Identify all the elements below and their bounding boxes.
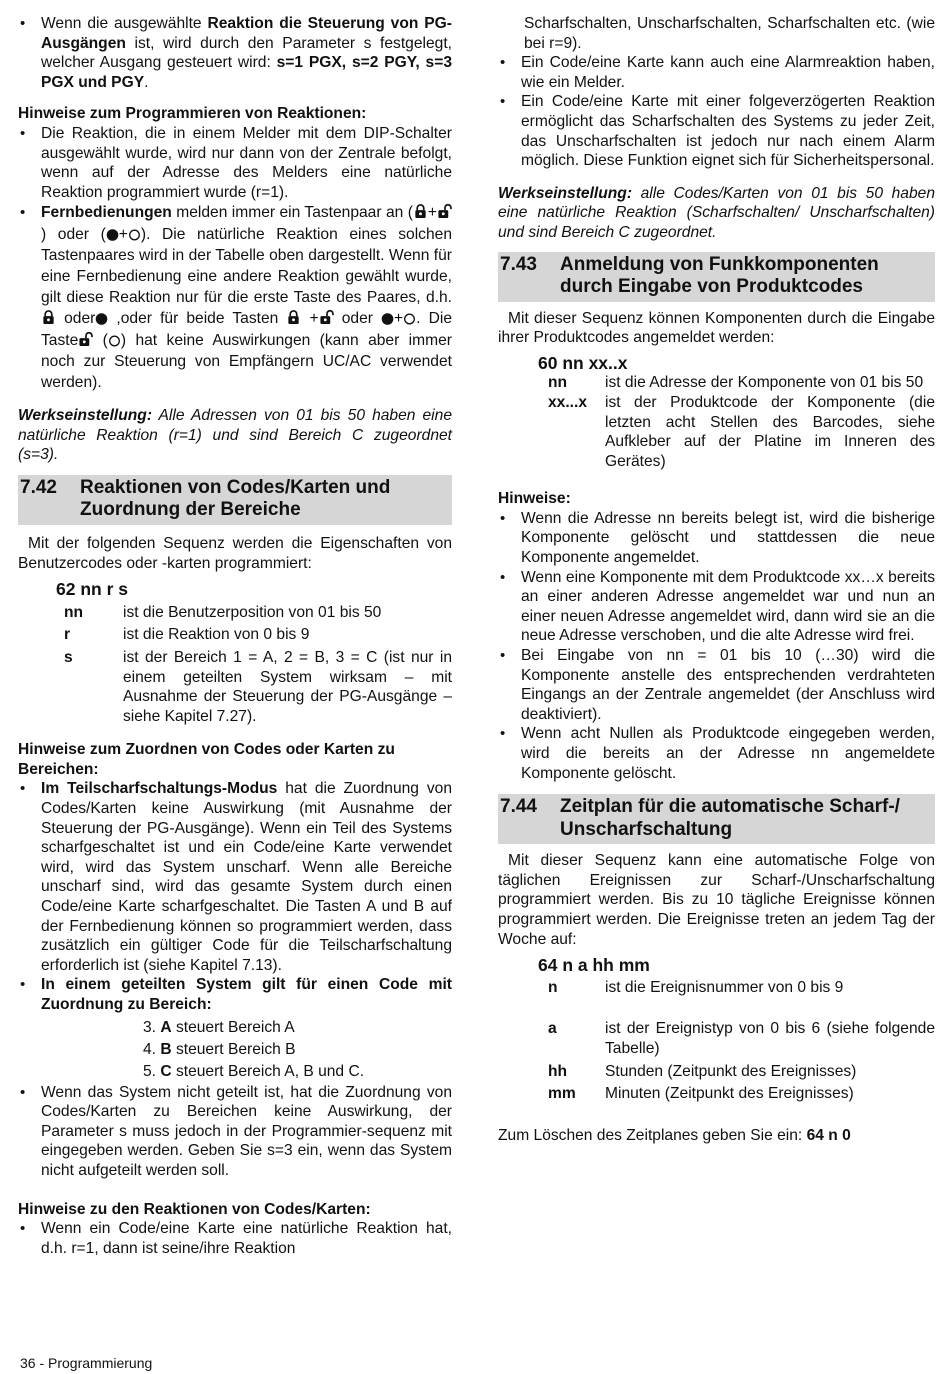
lock-open-icon	[78, 331, 93, 347]
filled-circle-icon	[95, 312, 108, 325]
intro-7-43: Mit dieser Sequenz können Komponenten durch die Eingabe ihrer Produktcodes angemeldet werden:	[498, 309, 935, 347]
lock-open-icon	[437, 203, 452, 219]
list-item: 5. C steuert Bereich A, B und C.	[143, 1062, 365, 1080]
sequence-code-64: 64 n a hh mm	[538, 955, 650, 976]
param-list-60	[548, 373, 935, 471]
heading-programming-notes: Hinweise zum Programmieren von Reaktionen:	[18, 105, 367, 123]
list-item: • Die Reaktion, die in einem Melder mit dem DIP-Schalter ausgewählt wurde, wird nur dann von der Zentrale befolgt, wenn auf der Adresse des Melders eine natürliche Reaktion programmiert wurde (r=1).	[18, 124, 452, 202]
list-item: • Bei Eingabe von nn = 01 bis 10 (…30) wird die Komponente anstelle des entsprechenden verdrahteten Eingangs an der Zentrale angemeldet (der Anschluss wird deaktiviert).	[498, 646, 935, 724]
list-item: 4. B steuert Bereich B	[143, 1040, 296, 1058]
list-item: • In einem geteilten System gilt für einen Code mit Zuordnung zu Bereich: 3. A steuert Bereich A 4. B steuert Bereich B 5. C steuert Bereich A, B und C.	[18, 975, 452, 1082]
param-row: a ist der Ereignistyp von 0 bis 6 (siehe folgende Tabelle)	[548, 1020, 935, 1057]
continued-text: Scharfschalten, Unscharfschalten, Scharfschalten etc. (wie bei r=9).	[524, 15, 935, 52]
notes-7-43-list	[498, 509, 935, 783]
filled-circle-icon	[381, 312, 394, 325]
factory-setting-note: Werkseinstellung: alle Codes/Karten von 01 bis 50 haben eine natürliche Reaktion (Scharfschalten/ Unscharfschalten) und sind Bereich C zugeordnet.	[498, 184, 935, 241]
param-list-62	[64, 603, 452, 727]
list-item: 3. A steuert Bereich A	[143, 1018, 295, 1036]
list-item: • Wenn eine Komponente mit dem Produktcode xx…x bereits an einer anderen Adresse angemeldet war und nun an einer neuen Adresse angemeldet wird, dann wird sie an die neue Adresse verschoben, und die alte Adresse wird frei.	[498, 568, 935, 646]
list-item: • Ein Code/eine Karte mit einer folgeverzögerten Reaktion ermöglicht das Scharfschalten des Systems zu jeder Zeit, das Unscharfschalten ist jedoch nur nach einem Alarm möglich. Diese Funktion eignet sich für Sicherheitspersonal.	[498, 92, 935, 170]
param-row: mm Minuten (Zeitpunkt des Ereignisses)	[548, 1085, 854, 1103]
zone-number-list	[41, 1017, 452, 1083]
param-row: nn ist die Adresse der Komponente von 01 bis 50	[548, 374, 924, 392]
empty-circle-icon	[128, 228, 141, 241]
lock-open-icon	[319, 309, 334, 325]
list-item: • Im Teilscharfschaltungs-Modus hat die Zuordnung von Codes/Karten keine Auswirkung (mit Ausnahme der Steuerung der PG-Ausgänge). Wenn ein Teil des Systems scharfgeschaltet ist und ein Code/eine Karte verwendet wird, wird das System unscharf. Wenn alle Bereiche unscharf sind, wird das gesamte System durch einen Code/eine Karte scharfgeschaltet. Die Tasten A und B auf der Fernbedienung können so programmiert werden, dass zusätzlich ein gültiger Code für die Teilscharfschaltung erforderlich ist (siehe Kapitel 7.13).	[18, 779, 452, 975]
section-heading-7-44: 7.44 Zeitplan für die automatische Scharf-/ Unscharfschaltung	[498, 794, 935, 844]
right-column	[498, 14, 935, 1145]
param-list-64	[548, 978, 935, 1104]
empty-circle-icon	[108, 334, 121, 347]
list-item: • Ein Code/eine Karte kann auch eine Alarmreaktion haben, wie ein Melder.	[498, 53, 935, 92]
programming-notes-list	[18, 124, 452, 393]
code-reactions-list-cont	[498, 53, 935, 171]
empty-circle-icon	[403, 312, 416, 325]
list-item: • Wenn die ausgewählte Reaktion die Steuerung von PG-Ausgängen ist, wird durch den Parameter s festgelegt, welcher Ausgang gesteuert wird: s=1 PGX, s=2 PGY, s=3 PGX und PGY.	[18, 14, 452, 92]
heading-code-reactions: Hinweise zu den Reaktionen von Codes/Karten:	[18, 1200, 371, 1218]
list-item: • Wenn die Adresse nn bereits belegt ist, wird die bisherige Komponente gelöscht und stattdessen die neue Komponente angemeldet.	[498, 509, 935, 568]
sequence-code-60: 60 nn xx..x	[538, 352, 628, 373]
lock-closed-icon	[41, 309, 56, 325]
intro-7-42: Mit der folgenden Sequenz werden die Eigenschaften von Benutzercodes oder -karten programmiert:	[18, 534, 452, 572]
zone-assignment-list	[18, 779, 452, 1180]
list-item: • Wenn acht Nullen als Produktcode eingegeben werden, wird die bereits an der Adresse nn angemeldete Komponente gelöscht.	[498, 724, 935, 783]
param-row: xx...x ist der Produktcode der Komponente (die letzten acht Stellen des Barcodes, siehe Aufkleber auf der Platine im Inneren des Gerätes)	[548, 393, 935, 470]
section-heading-7-42: 7.42 Reaktionen von Codes/Karten und Zuordnung der Bereiche	[18, 475, 452, 525]
factory-setting-note: Werkseinstellung: Alle Adressen von 01 bis 50 haben eine natürliche Reaktion (r=1) und sind Bereich C zugeordnet (s=3).	[18, 407, 452, 464]
list-item: • Fernbedienungen melden immer ein Tastenpaar an ( +) oder ( + ). Die natürliche Reaktion eines solchen Tastenpaares wird in der Tabelle oben dargestellt. Wenn für eine Fernbedienung eine andere Reaktion gewählt wurde, gilt diese Reaktion nur für die erste Taste des Paares, d.h. oder ,oder für beide Tasten + oder + . Die Taste ( ) hat keine Auswirkungen (kann aber immer noch zur Steuerung von Empfängern UC/AC verwendet werden).	[18, 202, 452, 393]
page-footer: 36 - Programmierung	[20, 1355, 153, 1371]
delete-schedule-note: Zum Löschen des Zeitplanes geben Sie ein: 64 n 0	[498, 1126, 851, 1144]
param-row: s ist der Bereich 1 = A, 2 = B, 3 = C (ist nur in einem geteilten System wirksam – mit Ausnahme der Steuerung der PG-Ausgänge – siehe Kapitel 7.27).	[64, 648, 452, 725]
lock-closed-icon	[413, 203, 428, 219]
heading-zone-assignment: Hinweise zum Zuordnen von Codes oder Karten zu Bereichen:	[18, 741, 395, 778]
filled-circle-icon	[106, 228, 119, 241]
heading-notes-7-43: Hinweise:	[498, 490, 571, 508]
intro-7-44: Mit dieser Sequenz kann eine automatische Folge von täglichen Ereignissen zur Scharf-/Unscharfschaltung programmiert werden. Bis zu 10 tägliche Ereignisse können programmiert werden. Die Ereignisse treten an jedem Tag der Woche auf:	[498, 852, 935, 948]
param-row: n ist die Ereignisnummer von 0 bis 9	[548, 978, 844, 996]
param-row: r ist die Reaktion von 0 bis 9	[64, 626, 310, 644]
sequence-code-62: 62 nn r s	[56, 579, 128, 600]
list-item: • Wenn ein Code/eine Karte eine natürliche Reaktion hat, d.h. r=1, dann ist seine/ihre Reaktion	[18, 1219, 452, 1258]
section-heading-7-43: 7.43 Anmeldung von Funkkomponenten durch Eingabe von Produktcodes	[498, 252, 935, 302]
left-column	[18, 14, 452, 1258]
lock-closed-icon	[286, 309, 301, 325]
param-row: nn ist die Benutzerposition von 01 bis 50	[64, 603, 382, 621]
code-reactions-list	[18, 1219, 452, 1258]
list-item: • Wenn das System nicht geteilt ist, hat die Zuordnung von Codes/Karten zu Bereichen keine Auswirkung, der Parameter s muss jedoch in der Programmier-sequenz mit eingegeben werden. Geben Sie s=3 ein, wenn das System nicht aufgeteilt werden soll.	[18, 1083, 452, 1181]
param-row: hh Stunden (Zeitpunkt des Ereignisses)	[548, 1062, 857, 1080]
pg-output-list	[18, 14, 452, 92]
